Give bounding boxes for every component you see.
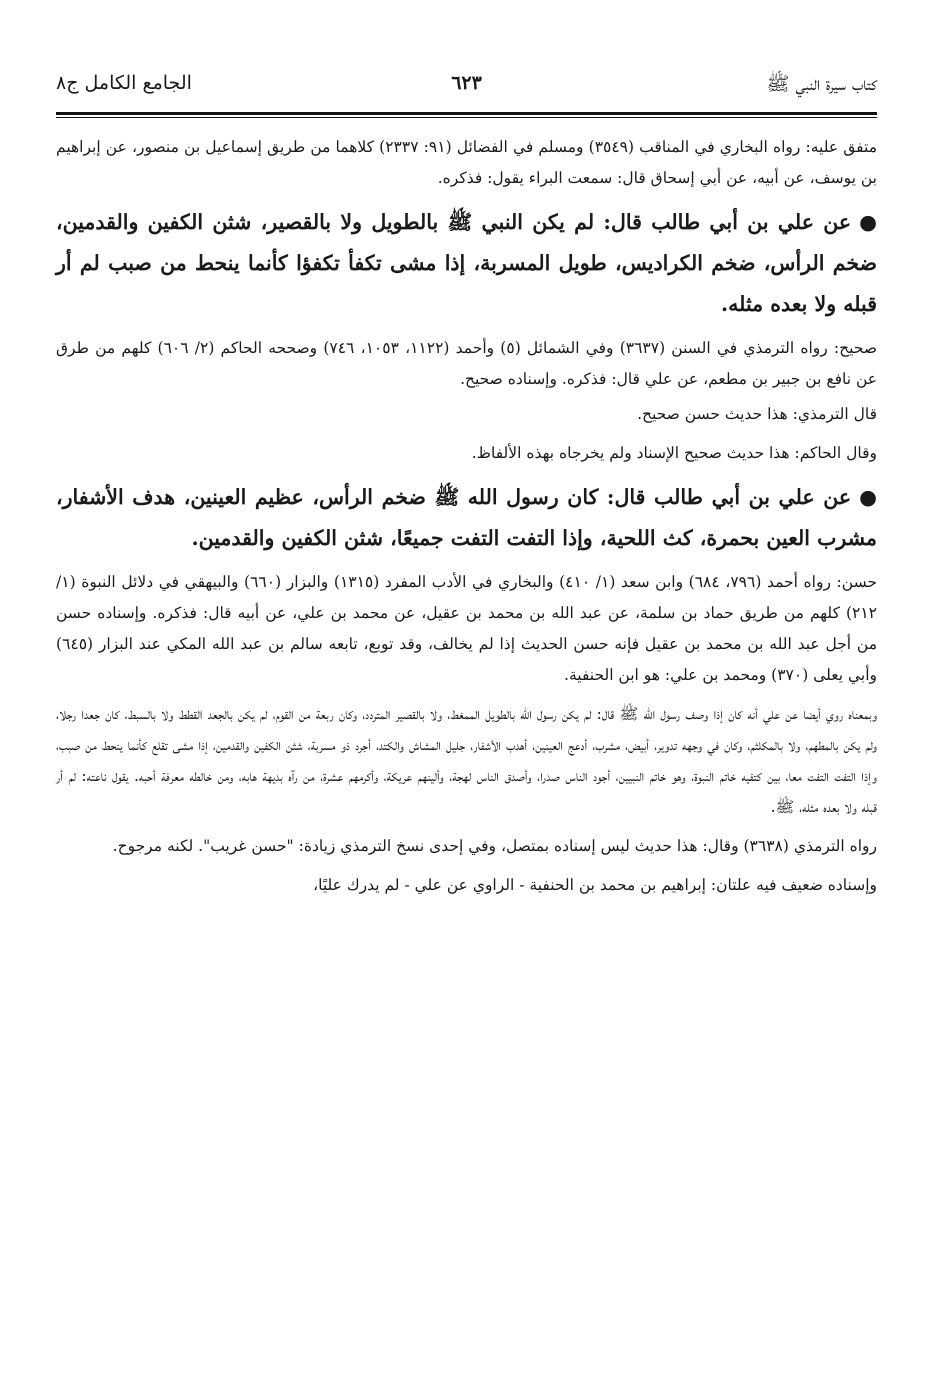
takhrij-note-2: صحيح: رواه الترمذي في السنن (٣٦٣٧) وفي الشمائل (٥) وأحمد (١١٢٢، ١٠٥٣، ٧٤٦) وصححه الحاكم (٢/ ٦٠٦) كلهم من طرق عن نافع بن جبير بن مطعم، عن علي قال: فذكره. وإسناده صحيح. — [56, 339, 877, 388]
book-page — [56, 66, 877, 1353]
takhrij-note-1: متفق عليه: رواه البخاري في المناقب (٣٥٤٩) ومسلم في الفضائل (٩١: ٢٣٣٧) كلاهما من طريق إسماعيل بن منصور، عن إبراهيم بن يوسف، عن أبيه، عن أبي إسحاق قال: سمعت البراء يقول: فذكره. — [56, 138, 878, 187]
tirmidhi-remark: قال الترمذي: هذا حديث حسن صحيح. — [637, 405, 877, 423]
hadith-body-2: عن علي بن أبي طالب قال: كان رسول الله ﷺ ضخم الرأس، عظيم العينين، هدف الأشفار، مشرب العين بحمرة، كث اللحية، وإذا التفت التفت جميعًا، شثن الكفين والقدمين. — [56, 485, 877, 550]
hakim-remark: وقال الحاكم: هذا حديث صحيح الإسناد ولم يخرجاه بهذه الألفاظ. — [471, 444, 877, 462]
bullet-icon: ● — [859, 210, 877, 234]
page-header — [56, 66, 877, 110]
takhrij-note-4: رواه الترمذي (٣٦٣٨) وقال: هذا حديث ليس إسناده بمتصل، وفي إحدى نسخ الترمذي زيادة: "حسن غريب". لكنه مرجوح. — [112, 837, 877, 855]
isnad-weakness-note: وإسناده ضعيف فيه علتان: إبراهيم بن محمد بن الحنفية - الراوي عن علي - لم يدرك عليًا، — [313, 876, 877, 894]
header-rule-thin — [56, 117, 877, 118]
chapter-title: كتاب سيرة النبي ﷺ — [766, 73, 877, 95]
page-number: ٦٢٣ — [451, 72, 482, 94]
hadith-text-1 — [56, 202, 877, 325]
bullet-icon: ● — [859, 485, 877, 509]
hadith-text-2 — [56, 477, 877, 559]
header-rule-thick — [56, 112, 877, 115]
related-narration: وبمعناه روي أيضا عن علي أنه كان إذا وصف رسول الله ﷺ قال: لم يكن رسول الله بالطويل الممغط، ولا بالقصير المتردد، وكان ربعة من القوم، لم يكن بالجعد القطط ولا بالسبط، كان جعدا رجلا، ولم يكن بالمطهم، ولا بالمكلثم، وكان في وجهه تدوير، أبيض، مشرب، أدعج العينين، أهدب الأشفار، جليل المشاش والكتد، أجرد ذو مسربة، شثن الكفين والقدمين، إذا مشى تقلع كأنما ينحط من صبب، وإذا التفت التفت معا، بين كتفيه خاتم النبوة، وهو خاتم النبيين، أجود الناس صدرا، وأصدق الناس لهجة، وألينهم عريكة، وأكرمهم عشرة، من رآه بديهة هابه، ومن خالطه معرفة أحبه. يقول ناعته: لم أر قبله ولا بعده مثله، ﷺ. — [56, 705, 877, 816]
book-title: الجامع الكامل ج٨ — [56, 72, 192, 94]
takhrij-note-3: حسن: رواه أحمد (٧٩٦، ٦٨٤) وابن سعد (١/ ٤١٠) والبخاري في الأدب المفرد (١٣١٥) والبزار (٦٦٠) والبيهقي في دلائل النبوة (١/ ٢١٢) كلهم من طريق حماد بن سلمة، عن عبد الله بن محمد بن عقيل، عن محمد بن علي، عن أبيه قال: فذكره. وإسناده حسن من أجل عبد الله بن محمد بن عقيل فإنه حسن الحديث إذا لم يخالف، وقد توبع، تابعه سالم بن عبد الله المكي عند البزار (٦٤٥) وأبي يعلى (٣٧٠) ومحمد بن علي: هو ابن الحنفية. — [56, 573, 877, 684]
hadith-body-1: عن علي بن أبي طالب قال: لم يكن النبي ﷺ بالطويل ولا بالقصير، شثن الكفين والقدمين، ضخم الرأس، ضخم الكراديس، طويل المسربة، إذا مشى تكفأ تكفؤا كأنما ينحط من صبب لم أر قبله ولا بعده مثله. — [56, 210, 877, 316]
